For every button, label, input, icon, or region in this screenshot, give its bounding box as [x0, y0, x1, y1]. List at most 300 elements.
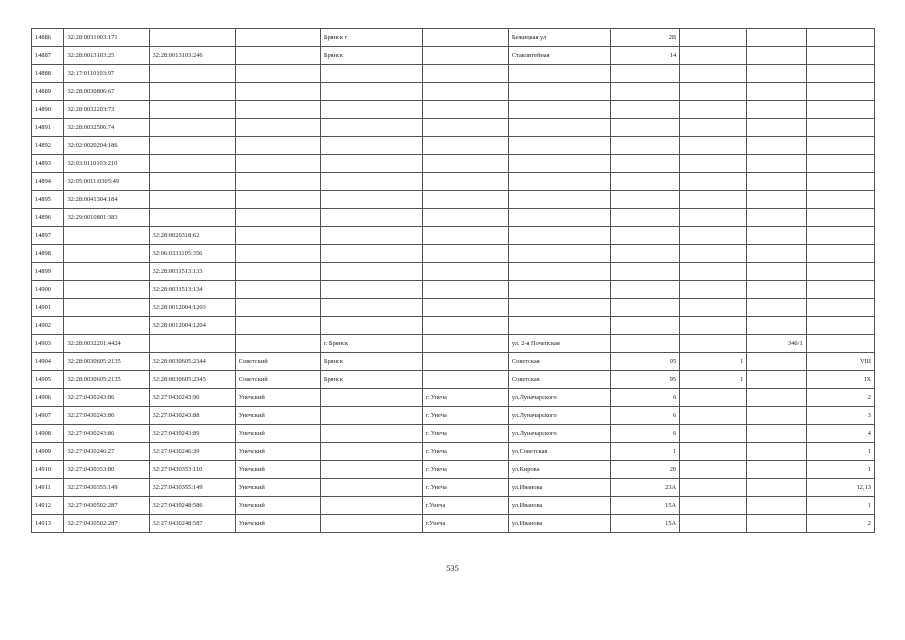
city-cell [320, 461, 422, 479]
table-row [32, 137, 875, 155]
house-cell [610, 209, 679, 227]
house-cell: 95 [610, 353, 679, 371]
building-cell [680, 281, 747, 299]
street-cell [508, 65, 610, 83]
table-row [32, 299, 875, 317]
row-number-cell: 14888 [32, 65, 64, 83]
object-cadastral-number-cell: 32:28:0012004:1203 [149, 299, 235, 317]
city-cell [320, 209, 422, 227]
house-cell [610, 299, 679, 317]
building-cell [680, 461, 747, 479]
structure-cell [747, 425, 806, 443]
structure-cell [747, 479, 806, 497]
structure-cell: 34б/1 [747, 335, 806, 353]
row-number-cell: 14907 [32, 407, 64, 425]
apartment-cell [806, 281, 874, 299]
locality-cell: г. Унеча [422, 407, 508, 425]
cadastral-number-cell: 32:29:0010801:383 [64, 209, 149, 227]
apartment-cell: 3 [806, 407, 874, 425]
district-cell [235, 227, 320, 245]
street-cell [508, 137, 610, 155]
row-number-cell: 14913 [32, 515, 64, 533]
object-cadastral-number-cell [149, 137, 235, 155]
street-cell: ул.Луначарского [508, 407, 610, 425]
apartment-cell [806, 317, 874, 335]
city-cell [320, 389, 422, 407]
cadastral-number-cell: 32:05:0011:0305:49 [64, 173, 149, 191]
building-cell: 1 [680, 371, 747, 389]
street-cell [508, 263, 610, 281]
street-cell: ул.Иванова [508, 515, 610, 533]
locality-cell [422, 191, 508, 209]
object-cadastral-number-cell [149, 191, 235, 209]
table-row [32, 425, 875, 443]
object-cadastral-number-cell [149, 209, 235, 227]
registry-table-body [32, 29, 875, 533]
building-cell [680, 155, 747, 173]
table-row [32, 479, 875, 497]
row-number-cell: 14899 [32, 263, 64, 281]
district-cell: Унечский [235, 515, 320, 533]
city-cell [320, 83, 422, 101]
district-cell [235, 173, 320, 191]
house-cell [610, 83, 679, 101]
locality-cell: г. Унеча [422, 389, 508, 407]
district-cell [235, 47, 320, 65]
house-cell: 20 [610, 461, 679, 479]
cadastral-number-cell: 32:27:0430243:86 [64, 389, 149, 407]
city-cell [320, 407, 422, 425]
table-row [32, 29, 875, 47]
building-cell [680, 335, 747, 353]
city-cell [320, 479, 422, 497]
city-cell [320, 263, 422, 281]
street-cell: ул. 2-я Почепская [508, 335, 610, 353]
apartment-cell [806, 137, 874, 155]
table-row [32, 245, 875, 263]
cadastral-number-cell: 32:27:0430355:149 [64, 479, 149, 497]
row-number-cell: 14901 [32, 299, 64, 317]
cadastral-number-cell: 32:27:0430502:287 [64, 515, 149, 533]
building-cell [680, 173, 747, 191]
object-cadastral-number-cell: 32:06:0331105:356 [149, 245, 235, 263]
locality-cell: г. Унеча [422, 425, 508, 443]
apartment-cell [806, 263, 874, 281]
locality-cell: г. Унеча [422, 461, 508, 479]
locality-cell [422, 281, 508, 299]
building-cell [680, 209, 747, 227]
locality-cell [422, 65, 508, 83]
table-row [32, 497, 875, 515]
locality-cell [422, 227, 508, 245]
apartment-cell [806, 245, 874, 263]
district-cell [235, 209, 320, 227]
house-cell [610, 119, 679, 137]
apartment-cell [806, 227, 874, 245]
district-cell [235, 29, 320, 47]
house-cell [610, 65, 679, 83]
apartment-cell [806, 191, 874, 209]
locality-cell [422, 155, 508, 173]
table-row [32, 47, 875, 65]
structure-cell [747, 407, 806, 425]
object-cadastral-number-cell: 32:27:0430243:90 [149, 389, 235, 407]
cadastral-number-cell: 32:27:0430353:80 [64, 461, 149, 479]
object-cadastral-number-cell: 32:28:0030605:2345 [149, 371, 235, 389]
district-cell [235, 299, 320, 317]
row-number-cell: 14894 [32, 173, 64, 191]
object-cadastral-number-cell: 32:28:0031513:134 [149, 281, 235, 299]
table-row [32, 119, 875, 137]
structure-cell [747, 461, 806, 479]
city-cell [320, 119, 422, 137]
cadastral-number-cell: 32:27:0430502:287 [64, 497, 149, 515]
building-cell [680, 101, 747, 119]
apartment-cell [806, 83, 874, 101]
building-cell [680, 83, 747, 101]
table-row [32, 263, 875, 281]
house-cell [610, 191, 679, 209]
building-cell [680, 119, 747, 137]
cadastral-number-cell: 32:27:0430243:86 [64, 425, 149, 443]
district-cell [235, 245, 320, 263]
locality-cell [422, 47, 508, 65]
street-cell [508, 317, 610, 335]
apartment-cell [806, 155, 874, 173]
locality-cell: г. Унеча [422, 479, 508, 497]
locality-cell: г.Унеча [422, 515, 508, 533]
cadastral-number-cell: 32:03:0110103:210 [64, 155, 149, 173]
cadastral-number-cell: 32:28:0032506:74 [64, 119, 149, 137]
table-row [32, 335, 875, 353]
district-cell [235, 263, 320, 281]
locality-cell [422, 263, 508, 281]
row-number-cell: 14900 [32, 281, 64, 299]
street-cell [508, 281, 610, 299]
object-cadastral-number-cell: 32:28:0012004:1204 [149, 317, 235, 335]
cadastral-number-cell: 32:28:0013103:25 [64, 47, 149, 65]
table-row [32, 227, 875, 245]
house-cell: 1 [610, 443, 679, 461]
apartment-cell [806, 209, 874, 227]
house-cell: 6 [610, 389, 679, 407]
apartment-cell: 2 [806, 515, 874, 533]
city-cell [320, 317, 422, 335]
table-row [32, 101, 875, 119]
cadastral-number-cell [64, 317, 149, 335]
street-cell: Советская [508, 371, 610, 389]
street-cell: Ставлитейная [508, 47, 610, 65]
cadastral-number-cell [64, 281, 149, 299]
cadastral-number-cell: 32:28:0041304:184 [64, 191, 149, 209]
structure-cell [747, 371, 806, 389]
structure-cell [747, 155, 806, 173]
cadastral-number-cell: 32:28:0032201:4424 [64, 335, 149, 353]
locality-cell: г. Унеча [422, 443, 508, 461]
street-cell: ул.Иванова [508, 479, 610, 497]
locality-cell [422, 209, 508, 227]
object-cadastral-number-cell [149, 83, 235, 101]
locality-cell [422, 173, 508, 191]
structure-cell [747, 191, 806, 209]
object-cadastral-number-cell: 32:27:0430248:587 [149, 515, 235, 533]
apartment-cell: VIII [806, 353, 874, 371]
district-cell: Унечский [235, 497, 320, 515]
table-row [32, 209, 875, 227]
district-cell: Советский [235, 371, 320, 389]
house-cell [610, 155, 679, 173]
district-cell [235, 335, 320, 353]
structure-cell [747, 47, 806, 65]
building-cell [680, 299, 747, 317]
object-cadastral-number-cell: 32:27:0430246:39 [149, 443, 235, 461]
structure-cell [747, 281, 806, 299]
object-cadastral-number-cell [149, 335, 235, 353]
object-cadastral-number-cell: 32:28:0031513:133 [149, 263, 235, 281]
structure-cell [747, 299, 806, 317]
cadastral-number-cell: 32:28:0032203:73 [64, 101, 149, 119]
building-cell [680, 407, 747, 425]
street-cell: ул.Луначарского [508, 425, 610, 443]
locality-cell [422, 83, 508, 101]
cadastral-number-cell: 32:28:0030806:67 [64, 83, 149, 101]
house-cell: 15А [610, 515, 679, 533]
row-number-cell: 14911 [32, 479, 64, 497]
building-cell [680, 317, 747, 335]
building-cell: 1 [680, 353, 747, 371]
city-cell: Брянск [320, 47, 422, 65]
object-cadastral-number-cell: 32:27:0430353:110 [149, 461, 235, 479]
structure-cell [747, 263, 806, 281]
building-cell [680, 65, 747, 83]
building-cell [680, 245, 747, 263]
row-number-cell: 14891 [32, 119, 64, 137]
apartment-cell: 4 [806, 425, 874, 443]
district-cell: Унечский [235, 407, 320, 425]
city-cell [320, 281, 422, 299]
row-number-cell: 14912 [32, 497, 64, 515]
locality-cell [422, 119, 508, 137]
cadastral-number-cell: 32:28:0030605:2135 [64, 371, 149, 389]
apartment-cell [806, 299, 874, 317]
row-number-cell: 14909 [32, 443, 64, 461]
object-cadastral-number-cell [149, 173, 235, 191]
house-cell [610, 173, 679, 191]
city-cell [320, 299, 422, 317]
locality-cell [422, 137, 508, 155]
structure-cell [747, 29, 806, 47]
table-row [32, 191, 875, 209]
apartment-cell [806, 119, 874, 137]
structure-cell [747, 317, 806, 335]
building-cell [680, 389, 747, 407]
registry-table [31, 28, 875, 533]
district-cell [235, 101, 320, 119]
district-cell [235, 317, 320, 335]
row-number-cell: 14886 [32, 29, 64, 47]
district-cell [235, 281, 320, 299]
locality-cell [422, 101, 508, 119]
table-row [32, 317, 875, 335]
object-cadastral-number-cell: 32:27:0430243:88 [149, 407, 235, 425]
row-number-cell: 14896 [32, 209, 64, 227]
house-cell: 2В [610, 29, 679, 47]
structure-cell [747, 389, 806, 407]
locality-cell [422, 353, 508, 371]
house-cell: 15А [610, 497, 679, 515]
cadastral-number-cell: 32:27:0430243:86 [64, 407, 149, 425]
table-row [32, 155, 875, 173]
cadastral-number-cell: 32:17:0110103:97 [64, 65, 149, 83]
house-cell [610, 263, 679, 281]
row-number-cell: 14906 [32, 389, 64, 407]
city-cell [320, 497, 422, 515]
house-cell [610, 227, 679, 245]
house-cell: 6 [610, 407, 679, 425]
district-cell: Унечский [235, 461, 320, 479]
object-cadastral-number-cell [149, 101, 235, 119]
row-number-cell: 14892 [32, 137, 64, 155]
table-row [32, 83, 875, 101]
locality-cell [422, 245, 508, 263]
row-number-cell: 14903 [32, 335, 64, 353]
cadastral-number-cell: 32:27:0430246:27 [64, 443, 149, 461]
building-cell [680, 479, 747, 497]
street-cell: Советская [508, 353, 610, 371]
street-cell: Бежицкая ул [508, 29, 610, 47]
structure-cell [747, 101, 806, 119]
building-cell [680, 497, 747, 515]
house-cell [610, 245, 679, 263]
house-cell: 95 [610, 371, 679, 389]
table-row [32, 371, 875, 389]
city-cell [320, 245, 422, 263]
cadastral-number-cell: 32:28:0030605:2135 [64, 353, 149, 371]
house-cell: 14 [610, 47, 679, 65]
structure-cell [747, 227, 806, 245]
row-number-cell: 14898 [32, 245, 64, 263]
row-number-cell: 14890 [32, 101, 64, 119]
street-cell [508, 101, 610, 119]
building-cell [680, 191, 747, 209]
structure-cell [747, 83, 806, 101]
table-row [32, 407, 875, 425]
object-cadastral-number-cell: 32:28:0013103:246 [149, 47, 235, 65]
district-cell: Унечский [235, 443, 320, 461]
cadastral-number-cell: 32:02:0020204:186 [64, 137, 149, 155]
district-cell [235, 83, 320, 101]
object-cadastral-number-cell: 32:28:0020318:62 [149, 227, 235, 245]
street-cell: ул.Иванова [508, 497, 610, 515]
structure-cell [747, 353, 806, 371]
table-row [32, 461, 875, 479]
structure-cell [747, 245, 806, 263]
cadastral-number-cell [64, 227, 149, 245]
row-number-cell: 14889 [32, 83, 64, 101]
object-cadastral-number-cell [149, 155, 235, 173]
table-row [32, 389, 875, 407]
city-cell [320, 443, 422, 461]
house-cell [610, 137, 679, 155]
structure-cell [747, 497, 806, 515]
street-cell: ул.Луначарского [508, 389, 610, 407]
structure-cell [747, 65, 806, 83]
locality-cell [422, 299, 508, 317]
object-cadastral-number-cell: 32:27:0430355:149 [149, 479, 235, 497]
table-row [32, 173, 875, 191]
object-cadastral-number-cell: 32:27:0430248:586 [149, 497, 235, 515]
locality-cell [422, 335, 508, 353]
structure-cell [747, 209, 806, 227]
house-cell [610, 335, 679, 353]
house-cell [610, 281, 679, 299]
house-cell [610, 101, 679, 119]
apartment-cell: 1 [806, 443, 874, 461]
street-cell [508, 155, 610, 173]
district-cell [235, 191, 320, 209]
street-cell [508, 209, 610, 227]
object-cadastral-number-cell [149, 65, 235, 83]
row-number-cell: 14887 [32, 47, 64, 65]
district-cell: Унечский [235, 389, 320, 407]
locality-cell: г.Унеча [422, 497, 508, 515]
street-cell [508, 245, 610, 263]
building-cell [680, 263, 747, 281]
district-cell: Унечский [235, 479, 320, 497]
apartment-cell: 1 [806, 497, 874, 515]
cadastral-number-cell: 32:28:0031003:171 [64, 29, 149, 47]
apartment-cell: 12,13 [806, 479, 874, 497]
structure-cell [747, 443, 806, 461]
row-number-cell: 14905 [32, 371, 64, 389]
district-cell [235, 65, 320, 83]
table-row [32, 281, 875, 299]
city-cell [320, 425, 422, 443]
apartment-cell [806, 47, 874, 65]
row-number-cell: 14895 [32, 191, 64, 209]
house-cell: 23А [610, 479, 679, 497]
street-cell: ул.Кирова [508, 461, 610, 479]
city-cell: Брянск г [320, 29, 422, 47]
apartment-cell [806, 335, 874, 353]
city-cell [320, 227, 422, 245]
city-cell: г. Брянск [320, 335, 422, 353]
row-number-cell: 14893 [32, 155, 64, 173]
table-row [32, 353, 875, 371]
street-cell [508, 173, 610, 191]
object-cadastral-number-cell [149, 119, 235, 137]
street-cell [508, 227, 610, 245]
page-number: 535 [446, 563, 459, 573]
district-cell: Унечский [235, 425, 320, 443]
table-row [32, 65, 875, 83]
cadastral-number-cell [64, 299, 149, 317]
apartment-cell [806, 173, 874, 191]
city-cell [320, 173, 422, 191]
city-cell: Брянск [320, 371, 422, 389]
city-cell [320, 137, 422, 155]
structure-cell [747, 137, 806, 155]
apartment-cell [806, 29, 874, 47]
locality-cell [422, 29, 508, 47]
apartment-cell: IX [806, 371, 874, 389]
city-cell [320, 515, 422, 533]
city-cell [320, 101, 422, 119]
apartment-cell [806, 101, 874, 119]
district-cell [235, 137, 320, 155]
district-cell: Советский [235, 353, 320, 371]
row-number-cell: 14910 [32, 461, 64, 479]
